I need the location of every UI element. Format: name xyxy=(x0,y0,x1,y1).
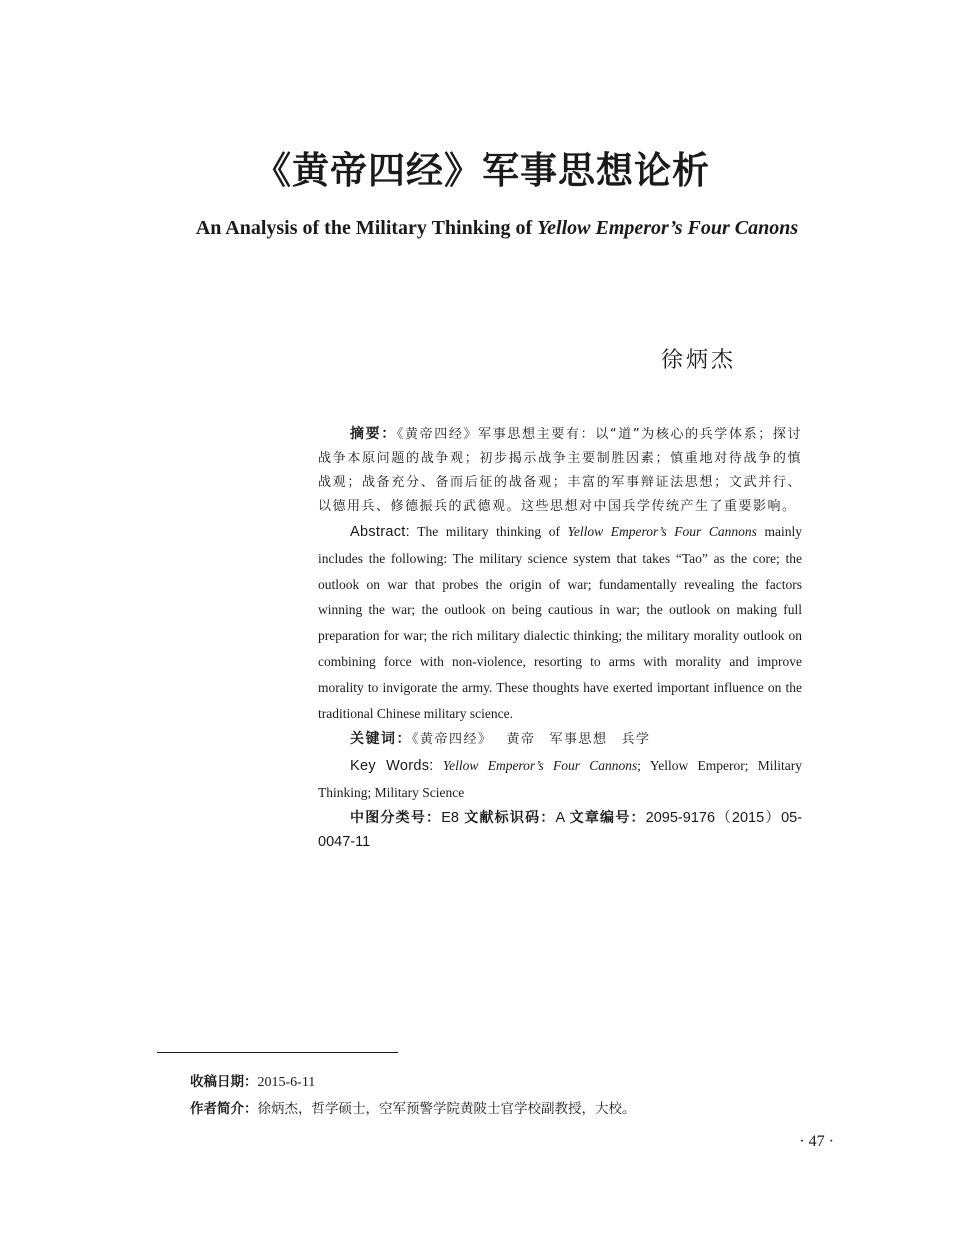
page-title-english xyxy=(0,217,964,240)
abstract-chinese-label: 摘要： xyxy=(350,426,397,442)
keyword-item: 黄帝 xyxy=(506,732,536,748)
author-bio-value: 徐炳杰，哲学硕士，空军预警学院黄陂士官学校副教授，大校。 xyxy=(257,1101,636,1117)
author-name: 徐炳杰 xyxy=(660,348,736,373)
clc-label: 中图分类号： xyxy=(350,809,442,826)
received-date-label: 收稿日期： xyxy=(190,1074,258,1090)
keywords-english-italic: Yellow Emperor’s Four Cannons xyxy=(442,758,638,774)
doc-code-label: 文献标识码： xyxy=(464,809,556,826)
abstract-english-label: Abstract: xyxy=(350,524,410,540)
keyword-item: 军事思想 xyxy=(549,732,608,748)
article-number-label: 文章编号： xyxy=(569,809,646,826)
article-number-value: 2095-9176（2015）05-0047-11 xyxy=(318,809,803,850)
keyword-item: 兵学 xyxy=(621,732,651,748)
title-english-italic: Yellow Emperor’s Four Canons xyxy=(537,217,799,239)
doc-code-value: A xyxy=(555,809,565,826)
clc-value: E8 xyxy=(441,809,459,826)
page-number: · 47 · xyxy=(799,1133,834,1150)
abstract-english-italic: Yellow Emperor’s Four Cannons xyxy=(567,524,757,539)
page-title-chinese: 《黄帝四经》军事思想论析 xyxy=(254,149,710,192)
title-english-prefix: An Analysis of the Military Thinking of xyxy=(195,217,538,239)
footnote-author-bio xyxy=(190,1097,636,1117)
abstract-chinese-text: 《黄帝四经》军事思想主要有：以“道”为核心的兵学体系；探讨战争本原问题的战争观；初步揭示战争主要制胜因素；慎重地对待战争的慎战观；战备充分、备而后征的战备观；丰富的军事辩证法思想；文武并行、以德用兵、修德振兵的武德观。这些思想对中国兵学传统产生了重要影响。 xyxy=(318,427,802,514)
abstract-english xyxy=(318,519,802,726)
abstract-block xyxy=(318,422,802,854)
keywords-english-label: Key Words: xyxy=(350,758,434,775)
abstract-chinese xyxy=(318,422,802,519)
keyword-item: 《黄帝四经》 xyxy=(412,732,493,748)
author-bio-label: 作者简介： xyxy=(190,1101,258,1117)
keywords-chinese-label: 关键词： xyxy=(350,731,412,748)
keywords-english xyxy=(318,753,802,806)
footnote-received-date xyxy=(190,1070,315,1091)
abstract-english-text: mainly includes the following: The military science system that takes “Tao” as the core; the outlook on war that probes the origin of war; fundamentally revealing the factors winning the war; the outlook on being cautious in war; the outlook on making full preparation for war; the rich military dialectic thinking; the military morality outlook on combining force with non-violence, resorting to arms with morality and improve morality to invigorate the army. These thoughts have exerted important influence on the traditional Chinese military science. xyxy=(318,524,803,721)
keywords-english-rest: ; Yellow Emperor; Military Thinking; Military Science xyxy=(318,758,803,801)
keywords-chinese xyxy=(318,726,802,753)
footnote-divider xyxy=(157,1052,398,1053)
abstract-english-lead: The military thinking of xyxy=(409,524,568,539)
received-date-value: 2015-6-11 xyxy=(257,1075,316,1090)
classification-line xyxy=(318,806,802,854)
